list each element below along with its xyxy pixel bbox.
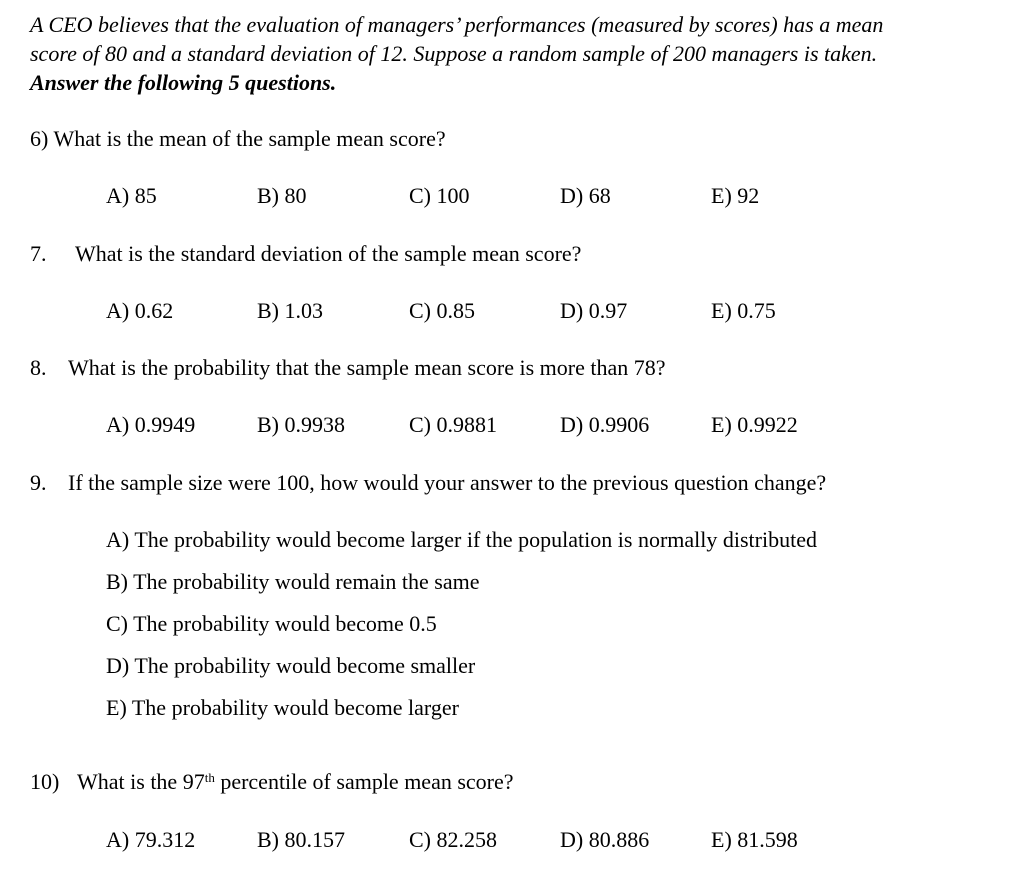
question-text-end: percentile of sample mean score? — [214, 769, 514, 794]
options-q9 — [106, 526, 817, 736]
option-c[interactable]: C) 100 — [409, 183, 470, 208]
option-a[interactable]: A) 85 — [106, 183, 157, 208]
intro-instruction: Answer the following 5 questions. — [30, 70, 337, 95]
option-d[interactable]: D) The probability would become smaller — [106, 653, 476, 678]
option-e[interactable]: E) 81.598 — [711, 827, 798, 852]
option-d[interactable]: D) 68 — [560, 183, 611, 208]
question-10 — [30, 768, 514, 796]
intro-paragraph — [30, 10, 1020, 97]
option-c[interactable]: C) 0.9881 — [409, 412, 497, 437]
question-text — [77, 769, 514, 794]
question-9 — [30, 469, 826, 497]
option-b[interactable]: B) 1.03 — [257, 298, 323, 323]
question-8 — [30, 354, 666, 382]
option-d[interactable]: D) 0.97 — [560, 298, 628, 323]
option-a[interactable]: A) 79.312 — [106, 827, 196, 852]
option-d[interactable]: D) 0.9906 — [560, 412, 650, 437]
option-b[interactable]: B) 80 — [257, 183, 307, 208]
question-text: What is the mean of the sample mean score? — [53, 126, 446, 151]
option-e[interactable]: E) 92 — [711, 183, 760, 208]
option-c[interactable]: C) The probability would become 0.5 — [106, 611, 437, 636]
option-a[interactable]: A) 0.9949 — [106, 412, 196, 437]
option-a[interactable]: A) 0.62 — [106, 298, 174, 323]
option-d[interactable]: D) 80.886 — [560, 827, 650, 852]
option-c[interactable]: C) 82.258 — [409, 827, 497, 852]
option-c[interactable]: C) 0.85 — [409, 298, 475, 323]
question-text: What is the standard deviation of the sample mean score? — [75, 241, 582, 266]
question-number: 6) — [30, 126, 49, 151]
intro-line-2: score of 80 and a standard deviation of 12. Suppose a random sample of 200 managers is taken. — [30, 41, 878, 66]
question-text-start: What is the 97 — [77, 769, 205, 794]
option-e[interactable]: E) 0.9922 — [711, 412, 798, 437]
question-6 — [30, 125, 446, 153]
option-e[interactable]: E) The probability would become larger — [106, 695, 459, 720]
question-number: 8. — [30, 355, 47, 380]
question-number: 9. — [30, 470, 47, 495]
ordinal-suffix: th — [204, 770, 215, 785]
question-number: 7. — [30, 241, 47, 266]
option-e[interactable]: E) 0.75 — [711, 298, 776, 323]
intro-line-1: A CEO believes that the evaluation of managers’ performances (measured by scores) has a mean — [30, 12, 884, 37]
option-b[interactable]: B) The probability would remain the same — [106, 569, 480, 594]
option-b[interactable]: B) 0.9938 — [257, 412, 345, 437]
question-text: If the sample size were 100, how would your answer to the previous question change? — [68, 470, 827, 495]
question-text: What is the probability that the sample mean score is more than 78? — [68, 355, 666, 380]
question-number: 10) — [30, 769, 60, 794]
question-7 — [30, 240, 581, 268]
option-b[interactable]: B) 80.157 — [257, 827, 345, 852]
option-a[interactable]: A) The probability would become larger if the population is normally distributed — [106, 527, 817, 552]
